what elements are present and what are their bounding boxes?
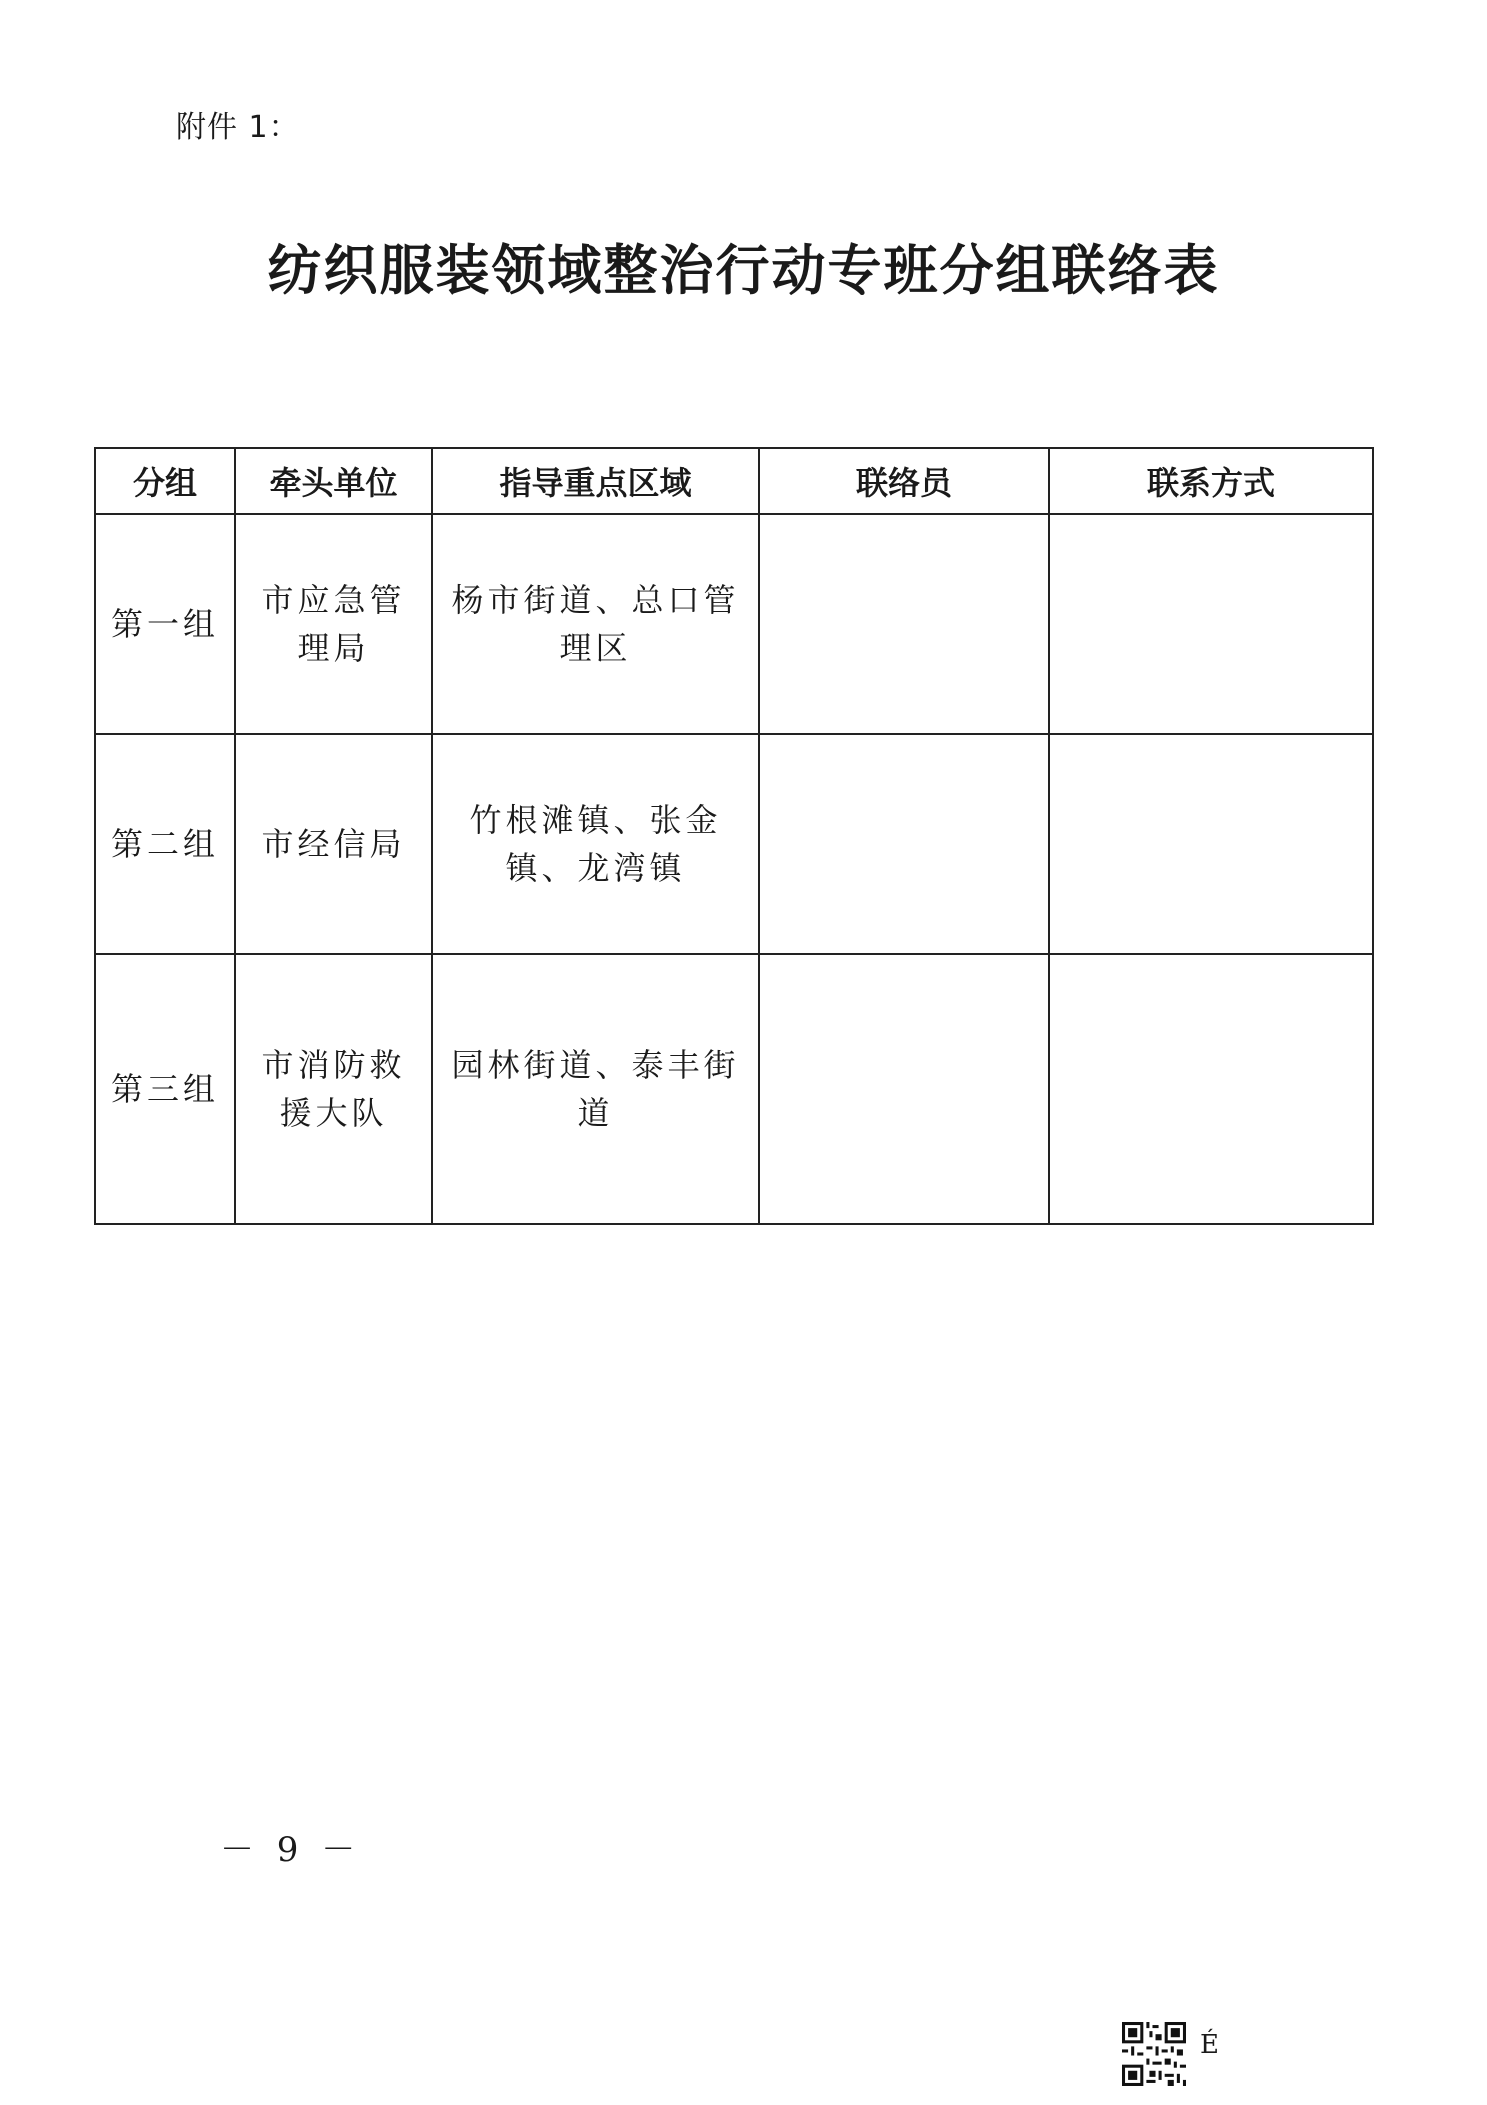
group-cell: 第三组 (95, 954, 235, 1224)
focus-area-cell: 杨市街道、总口管理区 (432, 514, 759, 734)
liaison-cell (759, 954, 1049, 1224)
focus-area-cell: 竹根滩镇、张金镇、龙湾镇 (432, 734, 759, 954)
contact-cell (1049, 734, 1373, 954)
lead-unit-cell: 市消防救援大队 (235, 954, 432, 1224)
contact-cell (1049, 954, 1373, 1224)
column-header-liaison: 联络员 (759, 448, 1049, 514)
lead-unit-cell: 市应急管理局 (235, 514, 432, 734)
table-row (95, 954, 1373, 1224)
focus-area-cell: 园林街道、泰丰街道 (432, 954, 759, 1224)
attachment-label: 附件 1： (176, 110, 300, 145)
table-row (95, 734, 1373, 954)
document-title: 纺织服装领域整治行动专班分组联络表 (267, 239, 1220, 302)
qr-code-icon (1122, 2022, 1186, 2086)
table-header-row (95, 448, 1373, 514)
page-number: － 9 － (220, 1830, 362, 1870)
column-header-contact: 联系方式 (1049, 448, 1373, 514)
lead-unit-cell: 市经信局 (235, 734, 432, 954)
column-header-group: 分组 (95, 448, 235, 514)
group-cell: 第二组 (95, 734, 235, 954)
liaison-cell (759, 734, 1049, 954)
group-cell: 第一组 (95, 514, 235, 734)
contact-table (94, 447, 1374, 1225)
column-header-lead-unit: 牵头单位 (235, 448, 432, 514)
contact-cell (1049, 514, 1373, 734)
table-row (95, 514, 1373, 734)
column-header-focus-area: 指导重点区域 (432, 448, 759, 514)
corner-mark: É (1200, 2030, 1219, 2060)
liaison-cell (759, 514, 1049, 734)
